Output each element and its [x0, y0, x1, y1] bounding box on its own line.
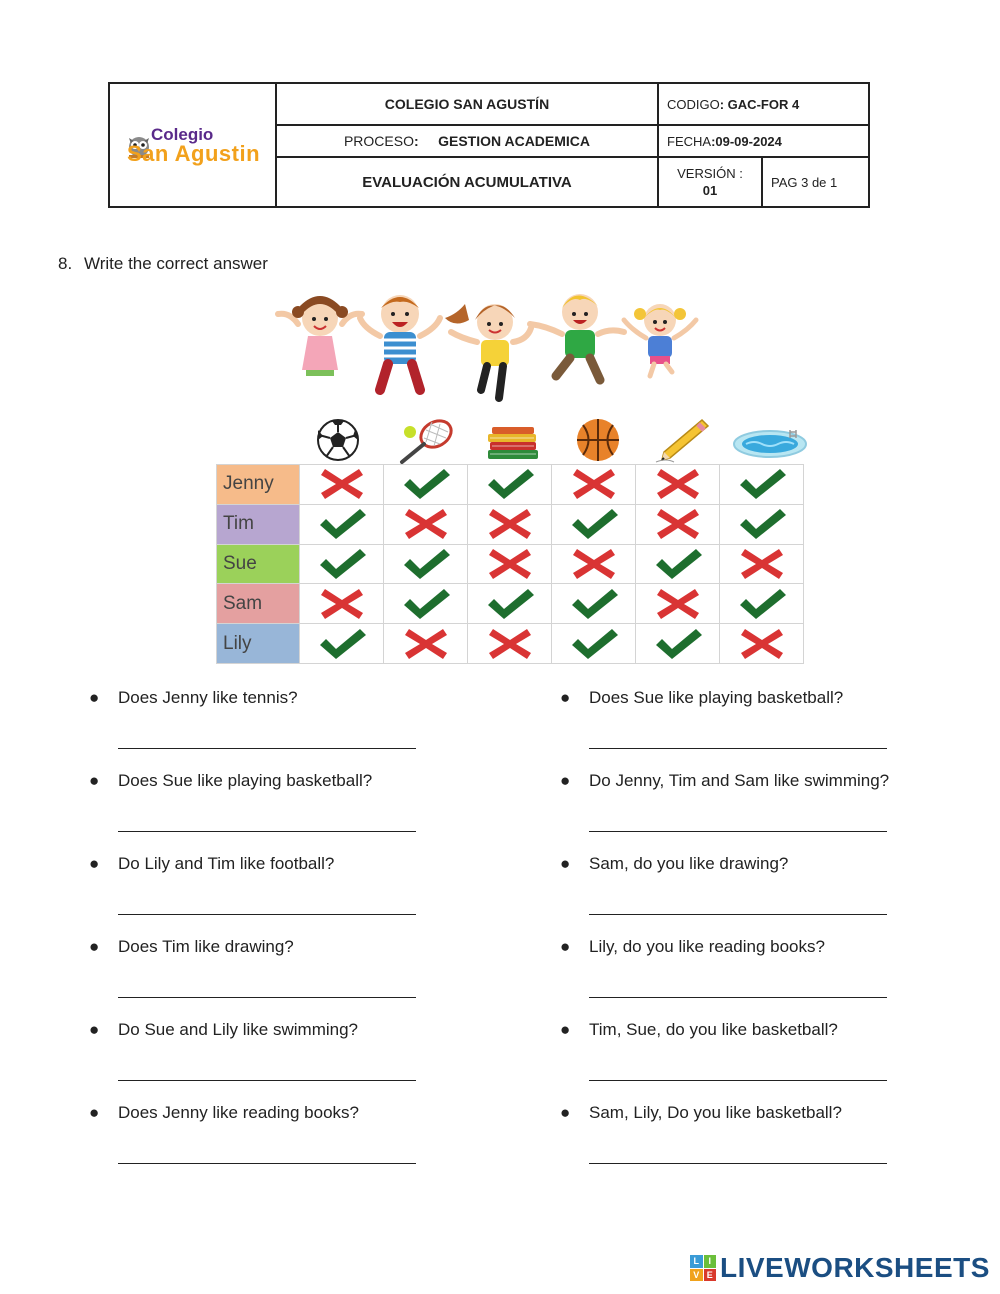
check-icon: [636, 624, 720, 664]
swimming-pool-icon: [730, 416, 810, 464]
question-right-6: [560, 1103, 842, 1123]
cross-icon: [468, 504, 552, 544]
page-number: PAG 3 de 1: [762, 157, 869, 207]
check-icon: [384, 584, 468, 624]
check-icon: [720, 584, 804, 624]
bullet-icon: ●: [560, 1020, 571, 1039]
question-text: Tim, Sue, do you like basketball?: [589, 1020, 838, 1039]
version: VERSIÓN : 01: [658, 157, 762, 207]
table-row: [217, 624, 804, 664]
answer-line[interactable]: [118, 1163, 416, 1164]
check-icon: [300, 624, 384, 664]
question-text: Do Jenny, Tim and Sam like swimming?: [589, 771, 890, 790]
question-right-5: [560, 1020, 838, 1040]
cross-icon: [552, 465, 636, 505]
answer-line[interactable]: [589, 1163, 887, 1164]
answer-line[interactable]: [589, 914, 887, 915]
cross-icon: [384, 624, 468, 664]
question-left-5: [89, 1020, 358, 1040]
liveworksheets-mark-icon: L I V E: [690, 1255, 716, 1281]
question-right-3: [560, 854, 789, 874]
question-left-6: [89, 1103, 359, 1123]
cross-icon: [636, 465, 720, 505]
answer-line[interactable]: [589, 997, 887, 998]
check-icon: [384, 465, 468, 505]
bullet-icon: ●: [560, 937, 571, 956]
cross-icon: [300, 584, 384, 624]
cross-icon: [720, 544, 804, 584]
logo-text-colegio: Colegio: [150, 124, 214, 144]
cross-icon: [636, 504, 720, 544]
tennis-racket-icon: [396, 416, 456, 464]
check-icon: [552, 624, 636, 664]
table-row: [217, 544, 804, 584]
cross-icon: [720, 624, 804, 664]
question-text: Does Sue like playing basketball?: [589, 688, 844, 707]
evaluation-title: EVALUACIÓN ACUMULATIVA: [276, 157, 658, 207]
cross-icon: [468, 624, 552, 664]
proceso: PROCESO: GESTION ACADEMICA: [276, 125, 658, 157]
row-name-sam: Sam: [217, 584, 300, 624]
check-icon: [636, 544, 720, 584]
question-text: Does Jenny like reading books?: [118, 1103, 359, 1122]
answer-line[interactable]: [589, 748, 887, 749]
fecha: FECHA:09-09-2024: [658, 125, 869, 157]
table-row: [217, 465, 804, 505]
answer-line[interactable]: [118, 748, 416, 749]
soccer-ball-icon: [308, 416, 368, 464]
girl-yellow-shirt: [445, 304, 531, 398]
document-header: [108, 82, 870, 208]
question-text: Does Tim like drawing?: [118, 937, 294, 956]
school-name: COLEGIO SAN AGUSTÍN: [276, 83, 658, 125]
children-illustration: [270, 292, 710, 412]
bullet-icon: ●: [89, 1020, 100, 1039]
question-text: Does Jenny like tennis?: [118, 688, 298, 707]
cross-icon: [300, 465, 384, 505]
logo-text-san-agustin: San Agustin: [126, 140, 261, 166]
check-icon: [300, 504, 384, 544]
cross-icon: [384, 504, 468, 544]
bullet-icon: ●: [560, 854, 571, 873]
pencil-icon: [652, 416, 712, 464]
row-name-tim: Tim: [217, 504, 300, 544]
row-name-lily: Lily: [217, 624, 300, 664]
bullet-icon: ●: [560, 688, 571, 707]
question-left-4: [89, 937, 294, 957]
check-icon: [300, 544, 384, 584]
answer-line[interactable]: [118, 1080, 416, 1081]
table-row: [217, 504, 804, 544]
bullet-icon: ●: [560, 1103, 571, 1122]
question-text: Lily, do you like reading books?: [589, 937, 825, 956]
answer-line[interactable]: [118, 997, 416, 998]
row-name-jenny: Jenny: [217, 465, 300, 505]
bullet-icon: ●: [560, 771, 571, 790]
check-icon: [720, 465, 804, 505]
basketball-icon: [568, 416, 628, 464]
question-left-3: [89, 854, 335, 874]
table-row: [217, 584, 804, 624]
question-text: Sam, Lily, Do you like basketball?: [589, 1103, 842, 1122]
girl-pink-dress: [278, 296, 362, 376]
cross-icon: [468, 544, 552, 584]
question-left-1: [89, 688, 298, 708]
girl-blue-shirt: [624, 304, 696, 376]
bullet-icon: ●: [89, 937, 100, 956]
instruction-text: Write the correct answer: [84, 254, 268, 273]
check-icon: [468, 584, 552, 624]
question-left-2: [89, 771, 373, 791]
school-logo: [109, 83, 276, 207]
check-icon: [468, 465, 552, 505]
question-text: Do Sue and Lily like swimming?: [118, 1020, 358, 1039]
boy-green-shirt: [530, 294, 624, 380]
question-right-4: [560, 937, 825, 957]
row-name-sue: Sue: [217, 544, 300, 584]
question-text: Does Sue like playing basketball?: [118, 771, 373, 790]
activity-icons-row: [0, 414, 1000, 464]
books-icon: [482, 416, 542, 464]
bullet-icon: ●: [89, 1103, 100, 1122]
check-icon: [384, 544, 468, 584]
liveworksheets-text: LIVEWORKSHEETS: [720, 1252, 990, 1283]
bullet-icon: ●: [89, 854, 100, 873]
answer-line[interactable]: [118, 831, 416, 832]
answer-line[interactable]: [118, 914, 416, 915]
question-text: Sam, do you like drawing?: [589, 854, 789, 873]
activity-preference-table: [216, 464, 804, 664]
check-icon: [552, 504, 636, 544]
question-right-2: [560, 771, 890, 791]
instruction: 8. Write the correct answer: [58, 254, 268, 273]
check-icon: [720, 504, 804, 544]
answer-line[interactable]: [589, 1080, 887, 1081]
answer-line[interactable]: [589, 831, 887, 832]
liveworksheets-logo: [690, 1252, 990, 1284]
check-icon: [552, 584, 636, 624]
cross-icon: [552, 544, 636, 584]
codigo: CODIGO: GAC-FOR 4: [658, 83, 869, 125]
question-right-1: [560, 688, 844, 708]
boy-striped-shirt: [360, 295, 440, 390]
cross-icon: [636, 584, 720, 624]
question-text: Do Lily and Tim like football?: [118, 854, 335, 873]
bullet-icon: ●: [89, 688, 100, 707]
bullet-icon: ●: [89, 771, 100, 790]
